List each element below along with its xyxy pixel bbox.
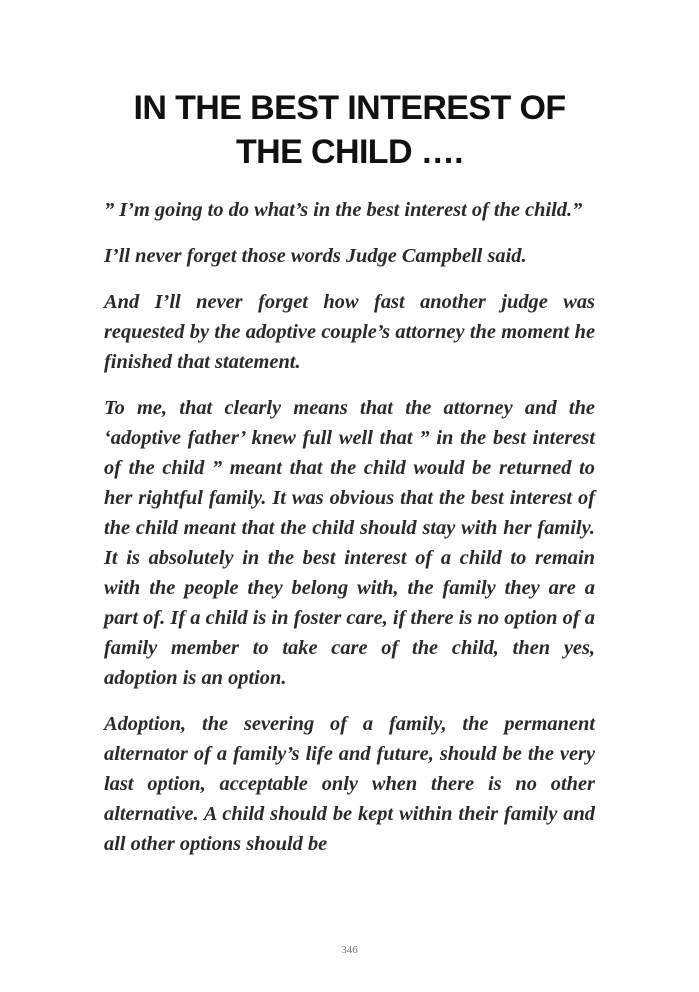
paragraph-attorney-meaning: To me, that clearly means that the attorney and the ‘adoptive father’ knew full well that ” in the best interest of the child ” meant that the child would be returned to her rightful family. It was obvious that the best interest of the child meant that the child should stay with her family. It is absolutely in the best interest of a child to remain with the people they belong with, the family they are a part of. If a child is in foster care, if there is no option of a family member to take care of the child, then yes, adoption is an option. bbox=[104, 397, 595, 689]
chapter-title-line-1: IN THE BEST INTEREST OF bbox=[133, 89, 566, 127]
page-number: 346 bbox=[341, 944, 358, 956]
paragraph-never-forget-words: I’ll never forget those words Judge Campbell said. bbox=[104, 245, 527, 267]
chapter-title bbox=[90, 86, 609, 174]
chapter-title-line-2: THE CHILD …. bbox=[235, 133, 463, 171]
paragraph-quote: ” I’m going to do what’s in the best interest of the child.” bbox=[104, 199, 583, 221]
paragraph-adoption-last-option: Adoption, the severing of a family, the permanent alternator of a family’s life and future, should be the very last option, acceptable only when there is no other alternative. A child should be kept within their family and all other options should be bbox=[104, 713, 595, 855]
body-text bbox=[104, 195, 595, 875]
paragraph-another-judge: And I’ll never forget how fast another judge was requested by the adoptive couple’s attorney the moment he finished that statement. bbox=[104, 291, 595, 373]
